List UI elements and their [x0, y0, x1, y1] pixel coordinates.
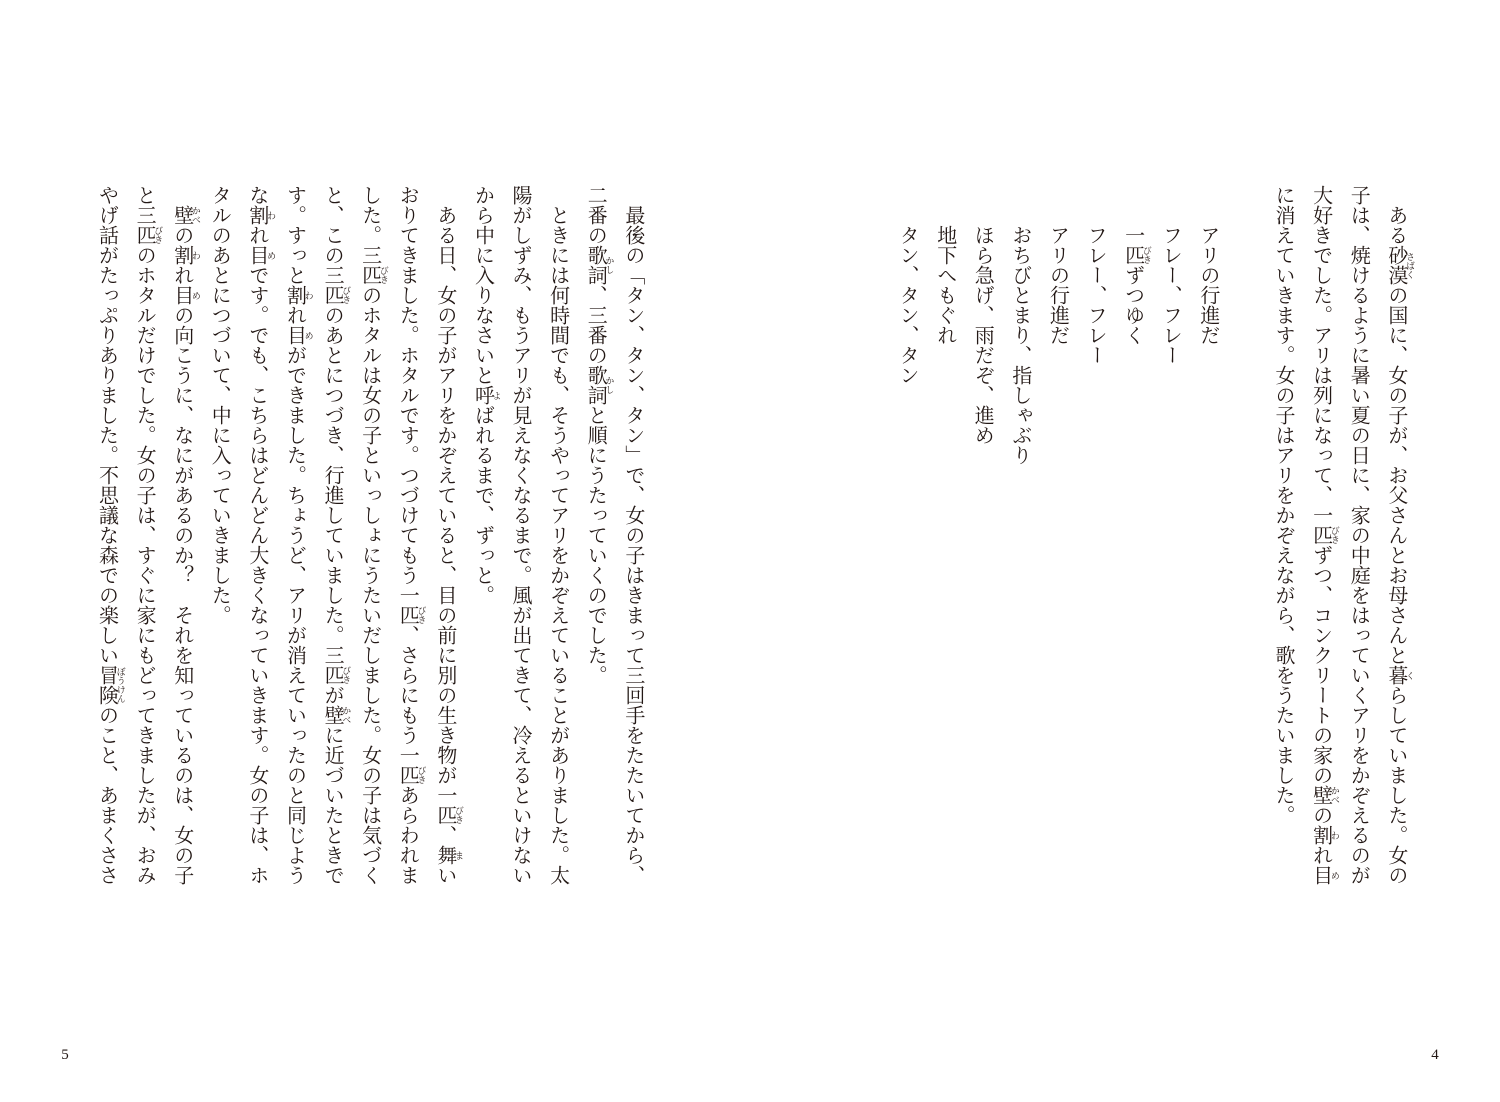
ruby-annotated-word: [576, 245, 614, 285]
text-line: [1113, 185, 1151, 885]
text-run: と順にうたっていくのでした。: [584, 405, 607, 685]
text-run: ずつゆく: [1121, 265, 1144, 345]
ruby-annotated-word: [125, 225, 163, 245]
ruby-annotated-word: [162, 245, 200, 265]
paragraph: [463, 185, 576, 885]
text-run: タルのあとにつづいて、中に入っていきました。: [208, 185, 231, 625]
text-line: [237, 185, 275, 885]
ruby-base: 匹: [1309, 525, 1332, 545]
text-line: [350, 185, 388, 885]
text-line: [576, 185, 614, 885]
right-page-body: [887, 185, 1414, 885]
ruby-annotated-word: [1301, 865, 1339, 885]
text-line: [1263, 185, 1301, 885]
text-run: フレー、フレー: [1159, 225, 1182, 365]
text-run: ある: [1384, 205, 1407, 245]
text-run: 最後の「タン、タン、タン」で、女の子はきまって三回手をたたいてから、: [621, 205, 644, 885]
text-run: おちびとまり、指しゃぶり: [1008, 225, 1031, 465]
furigana: わ: [190, 250, 201, 260]
furigana: びき: [378, 266, 389, 284]
ruby-annotated-word: [350, 265, 388, 285]
text-run: のあとにつづき、行進していました。三: [321, 305, 344, 665]
ruby-base: 冒険: [95, 665, 118, 705]
text-run: に消えていきます。女の子はアリをかぞえながら、歌をうたいました。: [1272, 185, 1295, 825]
ruby-annotated-word: [312, 665, 350, 685]
ruby-base: 割: [245, 205, 268, 225]
ruby-base: 暮: [1384, 665, 1407, 685]
furigana: かべ: [341, 706, 352, 724]
text-run: のホタルだけでした。女の子は、すぐに家にもどってきましたが、おみ: [133, 245, 156, 885]
ruby-base: 壁: [170, 205, 193, 225]
ruby-base: 目: [245, 245, 268, 265]
text-run: タン、タン、タン: [896, 225, 919, 385]
text-line: [1301, 185, 1339, 885]
text-run: 、さらにもう一: [396, 625, 419, 765]
paragraph: [87, 185, 200, 885]
ruby-base: 匹: [133, 225, 156, 245]
ruby-base: 割: [283, 285, 306, 305]
text-run: 、: [433, 825, 456, 845]
paragraph: [576, 185, 651, 885]
ruby-base: 歌詞: [584, 365, 607, 405]
furigana: びき: [1141, 246, 1152, 264]
text-line: [1151, 185, 1189, 885]
text-run: あらわれま: [396, 785, 419, 885]
ruby-annotated-word: [237, 245, 275, 265]
furigana: さばく: [1405, 251, 1416, 279]
furigana: め: [1329, 870, 1340, 880]
text-run: ばれるまで、ずっと。: [471, 405, 494, 605]
ruby-annotated-word: [388, 605, 426, 625]
text-run: す。すっと: [283, 185, 306, 285]
ruby-annotated-word: [312, 285, 350, 305]
ruby-annotated-word: [1376, 665, 1414, 685]
text-line: [1075, 185, 1113, 885]
ruby-base: 匹: [1121, 245, 1144, 265]
ruby-annotated-word: [312, 705, 350, 725]
text-line: [613, 185, 651, 885]
text-line: [388, 185, 426, 885]
furigana: かし: [604, 256, 615, 274]
ruby-annotated-word: [237, 205, 275, 225]
ruby-base: 歌詞: [584, 245, 607, 285]
text-run: した。三: [358, 185, 381, 265]
text-line: [87, 185, 125, 885]
text-line: [925, 185, 963, 885]
ruby-annotated-word: [275, 325, 313, 345]
text-run: らしていました。女の: [1384, 685, 1407, 885]
furigana: め: [190, 290, 201, 300]
text-run: ほら急げ、雨だぞ、進め: [971, 225, 994, 445]
text-run: な: [245, 185, 268, 205]
ruby-base: 匹: [321, 285, 344, 305]
text-line: [1038, 185, 1076, 885]
ruby-base: 目: [283, 325, 306, 345]
ruby-base: 目: [1309, 865, 1332, 885]
text-run: 二番の: [584, 185, 607, 245]
page-number: 4: [1431, 1047, 1439, 1063]
text-run: れ: [170, 265, 193, 285]
text-run: ができました。ちょうど、アリが消えていったのと同じよう: [283, 345, 306, 885]
text-run: 陽がしずみ、もうアリが見えなくなるまで。風が出てきて、冷えるといけない: [509, 185, 532, 885]
text-run: 一: [1121, 225, 1144, 245]
furigana: びき: [454, 806, 465, 824]
text-line: [425, 185, 463, 885]
text-run: のこと、あまくささ: [95, 705, 118, 885]
furigana: びき: [153, 226, 164, 244]
text-run: 地下へもぐれ: [933, 225, 956, 345]
furigana: かべ: [190, 206, 201, 224]
text-run: れ: [245, 225, 268, 245]
text-run: から中に入りなさいと: [471, 185, 494, 385]
furigana: びき: [1329, 526, 1340, 544]
text-run: れ: [1309, 845, 1332, 865]
ruby-base: 割: [1309, 825, 1332, 845]
text-run: アリの行進だ: [1196, 225, 1219, 345]
text-run: の向こうに、なにがあるのか？ それを知っているのは、女の子: [170, 305, 193, 885]
text-line: [888, 185, 926, 885]
ruby-base: 匹: [321, 665, 344, 685]
text-run: と、この三: [321, 185, 344, 285]
ruby-annotated-word: [1376, 245, 1414, 285]
text-run: 、三番の: [584, 285, 607, 365]
ruby-base: 目: [170, 285, 193, 305]
text-run: と三: [133, 185, 156, 225]
text-line: [200, 185, 238, 885]
furigana: く: [1405, 670, 1416, 680]
furigana: ま: [454, 850, 465, 860]
furigana: わ: [1329, 830, 1340, 840]
ruby-annotated-word: [1301, 785, 1339, 805]
ruby-base: 壁: [321, 705, 344, 725]
song-verse: [888, 185, 1226, 885]
ruby-annotated-word: [388, 765, 426, 785]
furigana: ぼうけん: [115, 667, 126, 703]
ruby-annotated-word: [576, 365, 614, 405]
text-line: [1000, 185, 1038, 885]
furigana: びき: [416, 606, 427, 624]
ruby-annotated-word: [275, 285, 313, 305]
text-run: の: [170, 225, 193, 245]
ruby-annotated-word: [87, 665, 125, 705]
text-line: [538, 185, 576, 885]
text-line: [312, 185, 350, 885]
ruby-annotated-word: [162, 205, 200, 225]
ruby-base: 匹: [396, 765, 419, 785]
text-run: のホタルは女の子といっしょにうたいだしました。女の子は気づく: [358, 285, 381, 885]
text-run: い: [433, 865, 456, 885]
ruby-annotated-word: [1301, 525, 1339, 545]
ruby-base: 匹: [358, 265, 381, 285]
text-line: [1376, 185, 1414, 885]
page-number: 5: [61, 1047, 69, 1063]
furigana: め: [303, 330, 314, 340]
furigana: わ: [266, 210, 277, 220]
text-run: やげ話がたっぷりありました。不思議な森での楽しい: [95, 185, 118, 665]
text-run: の国に、女の子が、お父さんとお母さんと: [1384, 285, 1407, 665]
ruby-annotated-word: [162, 285, 200, 305]
text-run: フレー、フレー: [1084, 225, 1107, 365]
text-run: ときには何時間でも、そうやってアリをかぞえていることがありました。太: [546, 205, 569, 885]
text-run: アリの行進だ: [1046, 225, 1069, 345]
ruby-base: 呼: [471, 385, 494, 405]
ruby-base: 舞: [433, 845, 456, 865]
text-run: ずつ、コンクリートの家の: [1309, 545, 1332, 785]
furigana: びき: [416, 766, 427, 784]
ruby-annotated-word: [463, 385, 501, 405]
furigana: よ: [491, 390, 502, 400]
text-run: おりてきました。ホタルです。つづけてもう一: [396, 185, 419, 605]
ruby-base: 壁: [1309, 785, 1332, 805]
text-run: 子は、焼けるように暑い夏の日に、家の中庭をはっていくアリをかぞえるのが: [1347, 185, 1370, 885]
furigana: かべ: [1329, 786, 1340, 804]
furigana: わ: [303, 290, 314, 300]
text-run: れ: [283, 305, 306, 325]
text-run: 大好きでした。アリは列になって、一: [1309, 185, 1332, 525]
text-run: の: [1309, 805, 1332, 825]
ruby-annotated-word: [1301, 825, 1339, 845]
text-line: [500, 185, 538, 885]
paragraph: [1263, 185, 1416, 885]
furigana: びき: [341, 666, 352, 684]
text-run: です。でも、こちらはどんどん大きくなっていきます。女の子は、ホ: [245, 265, 268, 885]
text-run: ある日、女の子がアリをかぞえていると、目の前に別の生き物が一: [433, 205, 456, 805]
ruby-annotated-word: [425, 845, 463, 865]
ruby-annotated-word: [425, 805, 463, 825]
text-run: が: [321, 685, 344, 705]
text-line: [275, 185, 313, 885]
text-line: [162, 185, 200, 885]
text-line: [463, 185, 501, 885]
furigana: かし: [604, 376, 615, 394]
ruby-base: 割: [170, 245, 193, 265]
ruby-base: 匹: [433, 805, 456, 825]
text-line: [1339, 185, 1377, 885]
text-run: に近づいたときで: [321, 725, 344, 885]
left-page-body: [86, 185, 651, 885]
furigana: め: [266, 250, 277, 260]
furigana: びき: [341, 286, 352, 304]
text-line: [1188, 185, 1226, 885]
ruby-annotated-word: [1113, 245, 1151, 265]
text-line: [963, 185, 1001, 885]
paragraph: [200, 185, 463, 885]
text-line: [125, 185, 163, 885]
ruby-base: 砂漠: [1384, 245, 1407, 285]
ruby-base: 匹: [396, 605, 419, 625]
